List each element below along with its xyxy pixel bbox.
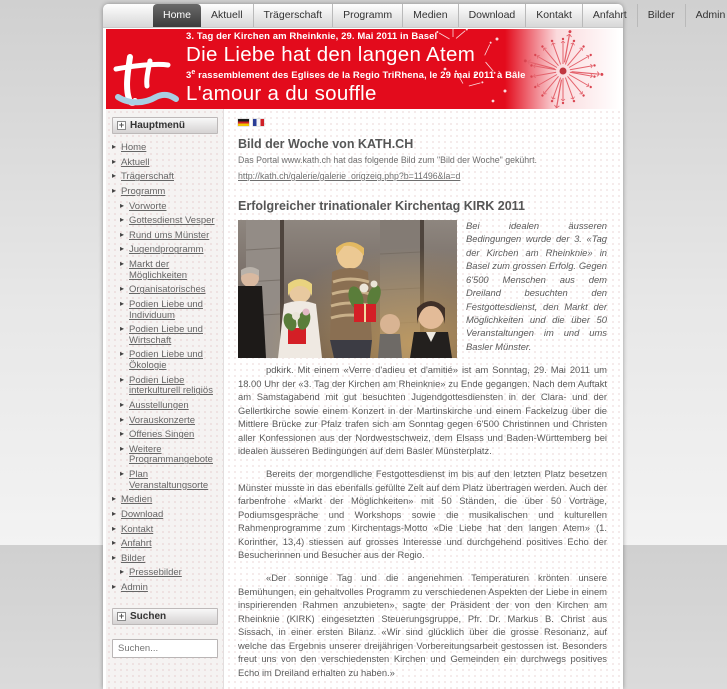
article-body (238, 219, 607, 679)
article-photo-church-children (238, 220, 457, 358)
sidebar-menu-item (112, 525, 218, 536)
search-header-label: Suchen (130, 610, 167, 622)
article-title: Erfolgreicher trinationaler Kirchentag KIRK 2011 (238, 198, 525, 213)
sidebar-menu-link[interactable]: Aktuell (121, 156, 150, 168)
article-paragraph: pdkirk. Mit einem «Verre d'adieu et d'amitié» ist am Sonntag, 29. Mai 2011 um 18.00 Uhr der «3. Tag der Kirchen am Rheinknie» zu Ende gegangen. Nach dem Auftakt am Samstagabend mit gut besuchten Jugendgottesdiensten in der Clara- und der Gellertkirche sowie einem Konzert in der Martinskirche und einem Fackelzug über die Mittlere Brücke zur Pfalz trafen sich am Sonntag gegen 6'500 Christinnen und Christen aller Konfessionen aus der Nordwestschweiz, dem Elsass und Baden-Württemberg bei idealen äusseren Bedingungen auf dem Basler Münsterplatz. (238, 364, 607, 456)
sidebar-menu-link[interactable]: Podien Liebe und Wirtschaft (129, 324, 203, 346)
sidebar-menu-item (120, 300, 218, 321)
sidebar-menu-link[interactable]: Jugendprogramm (129, 244, 204, 256)
nav-tab[interactable]: Anfahrt (582, 4, 637, 27)
nav-tab[interactable]: Kontakt (525, 4, 582, 27)
sidebar-menu-link[interactable]: Podien Liebe interkulturell religiös (129, 374, 213, 397)
sidebar-menu-item (120, 470, 218, 491)
nav-tab[interactable]: Aktuell (211, 9, 243, 21)
sidebar-menu-link[interactable]: Markt der Möglichkeiten (129, 259, 188, 281)
nav-tab[interactable]: Medien (402, 4, 457, 27)
sidebar-menu-item (112, 539, 218, 550)
nav-tab[interactable]: Home (153, 4, 201, 27)
content-area (106, 109, 620, 689)
sidebar-menu-item (112, 554, 218, 565)
main-menu (112, 143, 218, 594)
sidebar-menu-item (120, 376, 218, 397)
french-flag-icon[interactable] (253, 119, 264, 126)
sidebar-menu-item (120, 216, 218, 227)
kath-gallery-link[interactable]: http://kath.ch/galerie/galerie_origzeig.php?b=11496&la=d (238, 170, 461, 181)
banner-title-de: Die Liebe hat den langen Atem (186, 43, 476, 66)
sidebar-menu-link[interactable]: Weitere Programmangebote (129, 443, 213, 466)
search-input[interactable] (112, 639, 218, 658)
sidebar-menu-item (112, 583, 218, 594)
sidebar-menu-item (120, 285, 218, 296)
page-container (103, 4, 726, 689)
nav-tab[interactable]: Programm (332, 4, 402, 27)
language-switcher (238, 119, 607, 126)
sidebar-menu-item (112, 158, 218, 169)
sidebar-menu-link[interactable]: Organisatorisches (129, 284, 206, 296)
sidebar-menu-link[interactable]: Offenes Singen (129, 429, 195, 441)
nav-tab[interactable]: Download (458, 4, 526, 27)
sidebar-menu-item (112, 495, 218, 506)
sidebar-menu-item (120, 416, 218, 427)
sidebar-menu-item (120, 325, 218, 346)
sidebar (106, 109, 224, 689)
kath-section-title: Bild der Woche von KATH.CH (238, 137, 414, 151)
banner-text (186, 31, 526, 108)
sidebar-menu-item (120, 350, 218, 371)
banner-title-fr: L'amour a du souffle (186, 82, 377, 106)
sidebar-menu-link[interactable]: Rund ums Münster (129, 229, 210, 241)
sidebar-menu-item (120, 245, 218, 256)
nav-tab[interactable]: Admin (685, 4, 727, 27)
nav-tab[interactable]: Trägerschaft (253, 4, 333, 27)
sidebar-menu-link[interactable]: Ausstellungen (129, 399, 189, 411)
article-paragraph: Bei idealen äusseren Bedingungen wurde der 3. «Tag der Kirchen am Rheinknie» in Basel zum grossen Erfolg. Gegen 6'500 Menschen aus dem Dreiland besuchten den Festgottesdienst, den Markt der Möglichkeiten und die über 50 Veranstaltungen im und ums Basler Münster. (466, 219, 607, 352)
kath-section-text: Das Portal www.kath.ch hat das folgende Bild zum "Bild der Woche" gekührt. (238, 155, 537, 165)
sidebar-menu-item (112, 143, 218, 154)
mainmenu-header[interactable] (112, 117, 218, 134)
sidebar-menu-link[interactable]: Bilder (121, 552, 146, 564)
sidebar-menu-item (120, 430, 218, 441)
header-banner (106, 29, 620, 109)
sidebar-menu-item (120, 260, 218, 281)
sidebar-menu-item (112, 187, 218, 198)
sidebar-menu-link[interactable]: Vorworte (129, 200, 167, 212)
top-navbar (103, 4, 726, 28)
main-column (224, 109, 620, 689)
banner-subtitle-fr: 3e rassemblement des Eglises de la Regio TriRhena, le 29 mai 2011 à Bâle (186, 69, 526, 82)
search-block (112, 608, 218, 658)
banner-subtitle-de: 3. Tag der Kirchen am Rheinknie, 29. Mai 2011 in Basel (186, 31, 438, 42)
sidebar-menu-item (120, 445, 218, 466)
sidebar-menu-link[interactable]: Kontakt (121, 523, 154, 535)
german-flag-icon[interactable] (238, 119, 249, 126)
sidebar-menu-link[interactable]: Admin (121, 582, 148, 593)
article-paragraph: Bereits der morgendliche Festgottesdienst im bis auf den letzten Platz besetzen Münster musste in das ebenfalls gefüllte Zelt auf dem Platz übertragen werden. Auch der farbenfrohe «Markt der Möglichkeiten» mit 50 Ständen, die über 50 Vorträge, Podiumsgespräche und Workshops sowie die musikalischen und kulturellen Rahmenprogramme zum Kirchentags-Motto «Die Liebe hat den langen Atem» (1. Korinther, 13,4) stiessen auf grosses Interesse und durchgehend positives Echo der Besucherinnen und Besucher aus der Regio. (238, 468, 607, 561)
sidebar-menu-item (120, 401, 218, 412)
search-header[interactable] (112, 608, 218, 625)
collapse-plus-icon[interactable]: + (118, 120, 125, 130)
sidebar-menu-link[interactable]: Trägerschaft (121, 171, 174, 183)
mainmenu-header-label: Hauptmenü (130, 120, 185, 131)
sidebar-menu-item (112, 172, 218, 183)
sidebar-menu-link[interactable]: Anfahrt (121, 538, 152, 550)
kirk-brush-logo (112, 53, 182, 109)
sidebar-menu-link[interactable]: Pressebilder (129, 567, 182, 579)
sidebar-menu-item (120, 202, 218, 213)
collapse-plus-icon[interactable]: + (118, 610, 125, 621)
sidebar-menu-link[interactable]: Plan Veranstaltungsorte (129, 469, 209, 491)
sidebar-menu-item (120, 568, 218, 579)
sidebar-menu-link[interactable]: Home (121, 142, 147, 153)
sidebar-menu-link[interactable]: Podien Liebe und Ökologie (129, 349, 203, 371)
sidebar-menu-item (112, 510, 218, 521)
sidebar-menu-link[interactable]: Programm (121, 185, 166, 197)
sidebar-menu-item (120, 231, 218, 242)
sidebar-menu-link[interactable]: Podien Liebe und Individuum (129, 298, 203, 321)
sidebar-menu-link[interactable]: Vorauskonzerte (129, 414, 196, 426)
sidebar-menu-link[interactable]: Download (121, 508, 164, 520)
sidebar-menu-link[interactable]: Gottesdienst Vesper (129, 215, 215, 227)
sidebar-menu-link[interactable]: Medien (121, 494, 153, 506)
article-paragraph: «Der sonnige Tag und die angenehmen Temperaturen krönten unsere Bemühungen, ein gehaltvolles Programm zu verschiedenen Aspekten der Liebe in einem inspirierenden Rahmen anzubieten», sagte der Präsident der von den Kirchen am Rheinknie (KIRK) eingesetzten Steuerungsgruppe, Pfr. Dr. Markus B. Christ aus Sissach, in einer ersten Bilanz. «Wir sind glücklich über die grosse Resonanz, auf welche das Ergebnis unserer dreijährigen Vorbereitungsarbeit gestossen ist. Besonders freut uns von den verschiedensten Kirchen und Gemeinden ein durchwegs positives Echo im Dreiland erhalten zu haben.» (238, 572, 607, 678)
nav-tab[interactable]: Bilder (637, 4, 685, 27)
